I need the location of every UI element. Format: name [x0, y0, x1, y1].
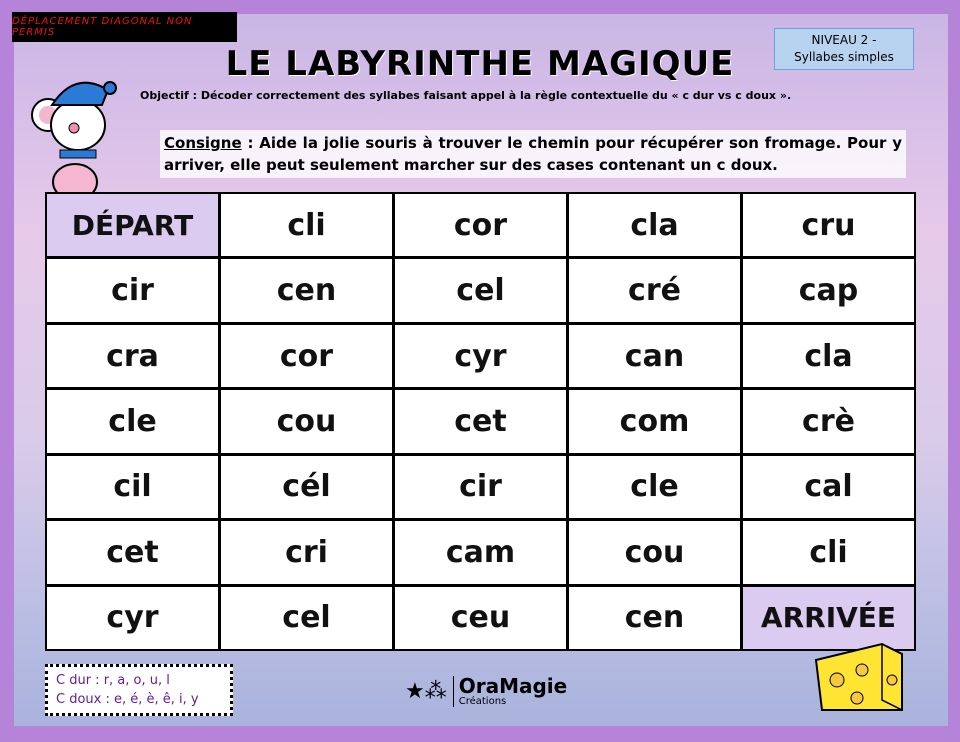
- maze-cell[interactable]: cap: [743, 259, 914, 321]
- diagonal-warning: DÉPLACEMENT DIAGONAL NON PERMIS: [12, 12, 237, 42]
- maze-cell[interactable]: cil: [47, 456, 218, 518]
- page-title: LE LABYRINTHE MAGIQUE: [225, 44, 735, 84]
- legend-c-dur: C dur : r, a, o, u, l: [56, 673, 170, 688]
- instructions-text: : Aide la jolie souris à trouver le chemin pour récupérer son fromage. Pour y arriver, elle peut seulement marcher sur des cases contenant un c doux.: [164, 134, 902, 174]
- maze-cell[interactable]: cle: [569, 456, 740, 518]
- maze-cell[interactable]: cen: [221, 259, 392, 321]
- level-badge: [774, 28, 914, 70]
- oramagie-logo: [405, 676, 567, 707]
- instructions-label: Consigne: [164, 134, 242, 152]
- maze-cell[interactable]: cré: [569, 259, 740, 321]
- maze-cell[interactable]: com: [569, 390, 740, 452]
- cheese-illustration: [812, 640, 906, 714]
- maze-cell[interactable]: cet: [395, 390, 566, 452]
- legend-c-doux: C doux : e, é, è, ê, i, y: [56, 692, 199, 707]
- maze-cell[interactable]: cir: [47, 259, 218, 321]
- maze-cell[interactable]: cyr: [395, 325, 566, 387]
- objective-text: Objectif : Décoder correctement des syllabes faisant appel à la règle contextuelle du « c dur vs c doux ».: [140, 89, 792, 102]
- legend-box: [45, 664, 233, 716]
- maze-cell[interactable]: cor: [221, 325, 392, 387]
- mouse-illustration: [30, 70, 120, 200]
- level-line1: NIVEAU 2 -: [811, 33, 877, 47]
- maze-cell[interactable]: cal: [743, 456, 914, 518]
- maze-cell[interactable]: cle: [47, 390, 218, 452]
- maze-cell[interactable]: cra: [47, 325, 218, 387]
- maze-cell[interactable]: cen: [569, 587, 740, 649]
- maze-cell[interactable]: cyr: [47, 587, 218, 649]
- maze-cell[interactable]: cou: [221, 390, 392, 452]
- maze-cell[interactable]: crè: [743, 390, 914, 452]
- maze-cell[interactable]: cél: [221, 456, 392, 518]
- level-line2: Syllabes simples: [794, 50, 894, 64]
- fireworks-icon: ★⁂: [405, 679, 447, 704]
- maze-cell[interactable]: cri: [221, 521, 392, 583]
- start-cell[interactable]: DÉPART: [47, 194, 218, 256]
- maze-cell[interactable]: cru: [743, 194, 914, 256]
- logo-subtitle: Créations: [458, 696, 507, 707]
- maze-cell[interactable]: cel: [395, 259, 566, 321]
- maze-cell[interactable]: cet: [47, 521, 218, 583]
- maze-cell[interactable]: cir: [395, 456, 566, 518]
- instructions: [160, 130, 906, 178]
- maze-cell[interactable]: cla: [743, 325, 914, 387]
- logo-name: OraMagie: [458, 674, 568, 698]
- maze-cell[interactable]: ceu: [395, 587, 566, 649]
- maze-cell[interactable]: can: [569, 325, 740, 387]
- maze-cell[interactable]: cel: [221, 587, 392, 649]
- maze-cell[interactable]: cam: [395, 521, 566, 583]
- maze-cell[interactable]: cli: [743, 521, 914, 583]
- maze-cell[interactable]: cla: [569, 194, 740, 256]
- finish-cell[interactable]: ARRIVÉE: [743, 587, 914, 649]
- maze-grid: [45, 192, 916, 651]
- maze-cell[interactable]: cou: [569, 521, 740, 583]
- maze-cell[interactable]: cli: [221, 194, 392, 256]
- maze-cell[interactable]: cor: [395, 194, 566, 256]
